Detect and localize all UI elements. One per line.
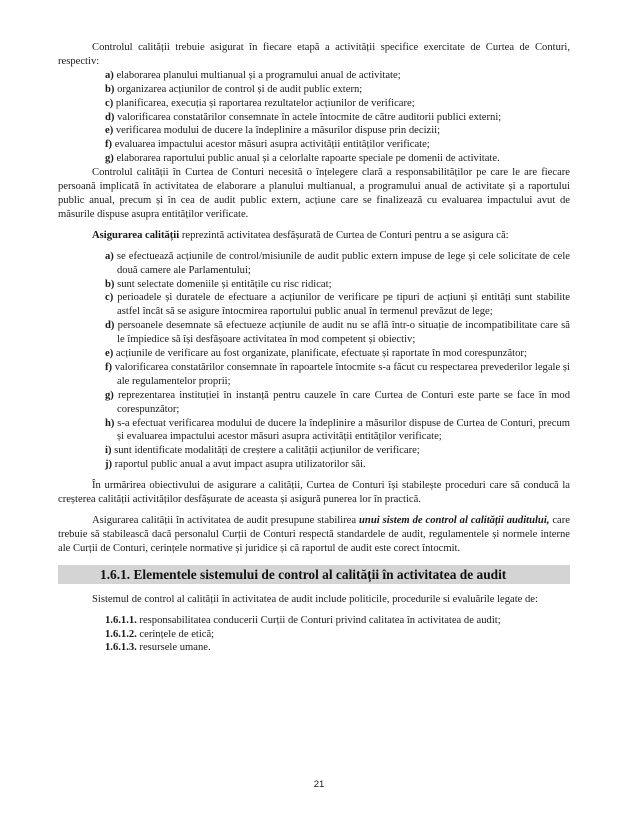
paragraph-system-includes: Sistemul de control al calității în activitatea de audit include politicile, procedurile si evaluările legate de: (92, 593, 538, 605)
list-item: e) acțiunile de verificare au fost organizate, planificate, efectuate și raportate în mod corespunzător; (105, 348, 527, 360)
list-item: c) perioadele și duratele de efectuare a acțiunilor de verificare pe tipuri de acțiuni și entități sunt stabilite astfel încât să se asigure întocmirea raportului public anual în termenul prevăzut de lege; (105, 292, 570, 318)
paragraph-control-system: Asigurarea calității în activitatea de audit presupune stabilirea unui sistem de control al calității auditului, care trebuie să stabilească dacă personalul Curții de Conturi respectă standardele de audit, regulamentele și normele interne ale Curții de Conturi, cerințele normative și juridice și că raportul de audit este corect întocmit. (58, 515, 570, 554)
list-item: b) organizarea acțiunilor de control și de audit public extern; (105, 83, 363, 95)
paragraph-intro: Controlul calității trebuie asigurat în fiecare etapă a activității specifice exercitate de Curtea de Conturi, respectiv: (58, 42, 570, 67)
paragraph-responsibilities: Controlul calității în Curtea de Conturi necesită o înțelegere clară a responsabilităților pe care le are fiecare persoană implicată în activitatea de elaborare a planului multianual, a programului anual de activitate și a raportului public anual, precum și în cea de audit public extern, acțiune care se finalizează cu evaluarea impactului avut de măsurile dispuse asupra entităților verificate. (58, 167, 570, 220)
list-item: f) valorificarea constatărilor consemnate în rapoartele întocmite s-a făcut cu respectarea prevederilor legale și ale regulamentelor proprii; (105, 361, 570, 387)
list-item: 1.6.1.1. responsabilitatea conducerii Curții de Conturi privind calitatea în activitatea de audit; (105, 614, 501, 626)
document-page (58, 41, 570, 655)
list-item: f) evaluarea impactului acestor măsuri asupra activității entităților verificate; (105, 139, 430, 151)
list-item: e) verificarea modului de ducere la îndeplinire a măsurilor dispuse prin decizii; (105, 125, 441, 137)
paragraph-quality-assurance: Asigurarea calității reprezintă activitatea desfășurată de Curtea de Conturi pentru a se asigura că: (92, 229, 509, 241)
list-item: b) sunt selectate domeniile și entitățile cu risc ridicat; (105, 278, 332, 290)
list-item: 1.6.1.2. cerințele de etică; (105, 628, 215, 640)
list-item: c) planificarea, execuția și raportarea rezultatelor acțiunilor de verificare; (105, 97, 415, 109)
list-item: d) valorificarea constatărilor consemnate în actele întocmite de către auditorii publici externi; (105, 111, 502, 123)
list-item: g) elaborarea raportului public anual și a celorlalte rapoarte speciale pe domenii de activitate. (105, 153, 500, 165)
list-item: a) se efectuează acțiunile de control/misiunile de audit public extern impuse de lege și cele solicitate de cele două camere ale Parlamentului; (105, 250, 570, 276)
list-item: j) raportul public anual a avut impact asupra utilizatorilor săi. (105, 459, 366, 471)
section-heading: 1.6.1. Elementele sistemului de control al calității în activitatea de audit (58, 565, 570, 584)
list-item: 1.6.1.3. resursele umane. (105, 642, 211, 654)
list-item: a) elaborarea planului multianual și a programului anual de activitate; (105, 69, 401, 81)
list-item: i) sunt identificate modalități de creștere a calității acțiunilor de verificare; (105, 445, 420, 457)
subsection-list (105, 614, 570, 656)
paragraph-objective: În urmărirea obiectivului de asigurare a calității, Curtea de Conturi își stabilește proceduri care să conducă la creșterea calității activităților desfășurate de aceasta și asigură punerea lor în practică. (58, 480, 570, 506)
list-item: d) persoanele desemnate să efectueze acțiunile de audit nu se află într-o situație de incompatibilitate care să le împiedice să își desfășoare activitatea în mod competent și obiectiv; (105, 320, 570, 346)
list-item: g) reprezentarea instituției în instanță pentru cauzele în care Curtea de Conturi este parte se face în mod corespunzător; (105, 389, 570, 415)
activity-stages-list (105, 69, 570, 166)
assurance-criteria-list (105, 250, 570, 473)
list-item: h) s-a efectuat verificarea modului de ducere la îndeplinire a măsurilor dispuse de Curtea de Conturi, precum și evaluarea impactului acestor măsuri asupra activității entităților verificate; (105, 417, 570, 443)
page-number: 21 (313, 779, 325, 790)
